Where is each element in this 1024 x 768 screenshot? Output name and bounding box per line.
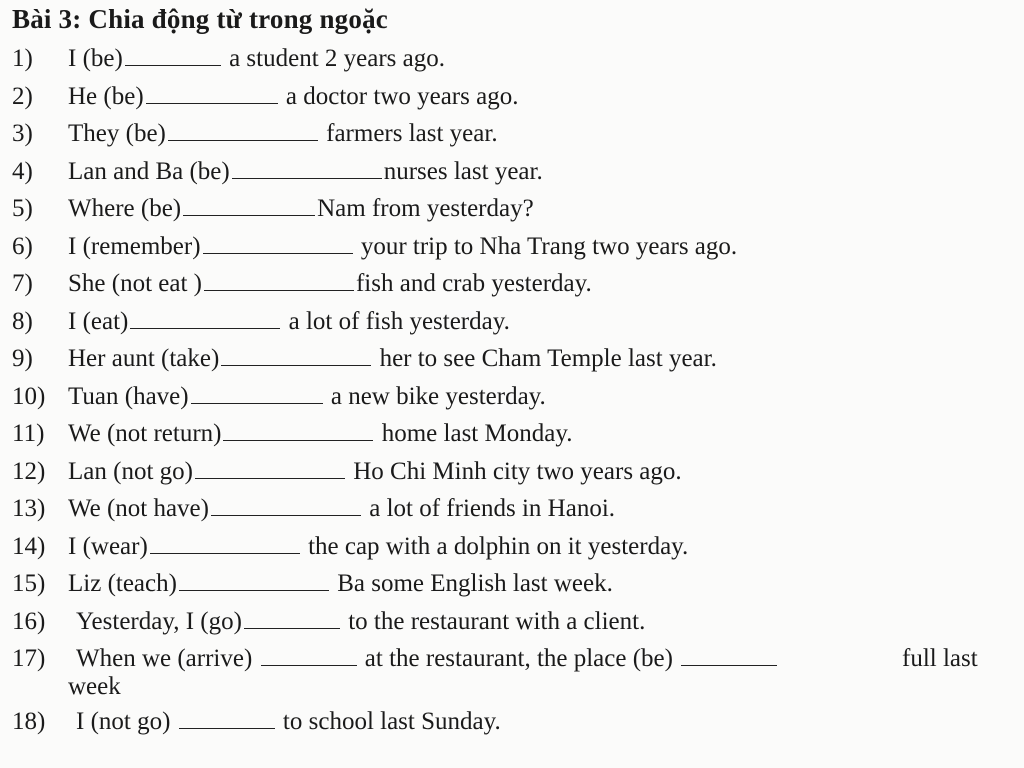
exercise-title: Bài 3: Chia động từ trong ngoặc	[12, 4, 388, 34]
item-number: 12)	[12, 457, 46, 485]
item-number: 6)	[12, 232, 33, 260]
answer-blank[interactable]	[244, 608, 340, 629]
answer-blank[interactable]	[223, 420, 373, 441]
item-rest: a new bike yesterday.	[330, 382, 546, 410]
item-rest: fish and crab yesterday.	[355, 270, 592, 297]
item-rest: Ba some English last week.	[337, 570, 613, 597]
exercise-item-17	[12, 644, 1012, 707]
exercise-item-18	[12, 707, 1012, 745]
item-rest: farmers last year.	[326, 120, 498, 147]
item-rest: home last Monday.	[381, 420, 573, 447]
item-rest: a lot of friends in Hanoi.	[369, 495, 616, 522]
exercise-item-6	[12, 232, 1012, 270]
item-prompt: She (not eat )	[68, 270, 202, 297]
item-prompt: Lan (not go)	[68, 457, 193, 485]
answer-blank[interactable]	[179, 570, 329, 591]
item-prompt: I (be)	[68, 45, 123, 72]
item-number: 8)	[12, 307, 33, 335]
item-continuation: week	[68, 673, 121, 700]
item-rest: your trip to Nha Trang two years ago.	[360, 232, 738, 260]
item-rest: Nam from yesterday?	[317, 195, 534, 222]
item-number: 2)	[12, 82, 33, 110]
item-prompt: Yesterday, I (go)	[76, 607, 242, 635]
item-rest: a student 2 years ago.	[229, 45, 445, 72]
item-number: 5)	[12, 195, 33, 222]
item-number: 16)	[12, 607, 46, 635]
exercise-item-5	[12, 194, 1012, 232]
item-prompt: I (remember)	[68, 232, 201, 260]
exercise-item-8	[12, 307, 1012, 345]
answer-blank[interactable]	[221, 345, 371, 366]
item-prompt: Tuan (have)	[68, 382, 189, 410]
item-number: 9)	[12, 345, 33, 372]
item-prompt: I (wear)	[68, 532, 148, 560]
exercise-item-16	[12, 607, 1012, 645]
item-number: 10)	[12, 382, 46, 410]
item-number: 3)	[12, 120, 33, 147]
item-number: 1)	[12, 45, 33, 72]
item-prompt: Her aunt (take)	[68, 345, 220, 372]
item-rest: to the restaurant with a client.	[348, 607, 646, 635]
item-prompt: I (eat)	[68, 307, 129, 335]
exercise-item-2	[12, 82, 1012, 120]
answer-blank[interactable]	[203, 233, 353, 254]
answer-blank[interactable]	[146, 83, 278, 104]
exercise-item-4	[12, 157, 1012, 195]
answer-blank[interactable]	[130, 308, 280, 329]
answer-blank[interactable]	[125, 45, 221, 66]
item-prompt: Where (be)	[68, 195, 182, 222]
answer-blank[interactable]	[179, 708, 275, 729]
answer-blank[interactable]	[168, 120, 318, 141]
item-number: 14)	[12, 532, 46, 560]
answer-blank[interactable]	[191, 383, 323, 404]
item-number: 11)	[12, 420, 45, 447]
item-rest: Ho Chi Minh city two years ago.	[353, 457, 682, 485]
answer-blank-second[interactable]	[681, 645, 777, 666]
answer-blank[interactable]	[232, 158, 382, 179]
item-number: 18)	[12, 708, 46, 735]
answer-blank[interactable]	[183, 195, 315, 216]
item-number: 13)	[12, 495, 46, 522]
exercise-item-12	[12, 457, 1012, 495]
item-prompt: When we (arrive)	[76, 645, 253, 672]
item-rest: nurses last year.	[383, 157, 543, 185]
item-prompt: I (not go)	[76, 708, 171, 735]
answer-blank[interactable]	[204, 270, 354, 291]
item-rest: to school last Sunday.	[282, 708, 501, 735]
answer-blank[interactable]	[211, 495, 361, 516]
item-middle: at the restaurant, the place (be)	[364, 645, 673, 672]
item-rest: a doctor two years ago.	[285, 82, 519, 110]
exercise-item-14	[12, 532, 1012, 570]
item-number: 17)	[12, 645, 46, 672]
item-rest: the cap with a dolphin on it yesterday.	[308, 532, 689, 560]
answer-blank[interactable]	[150, 533, 300, 554]
item-prompt: Liz (teach)	[68, 570, 177, 597]
item-number: 7)	[12, 270, 33, 297]
exercise-item-1	[12, 44, 1012, 82]
exercise-list	[12, 44, 1012, 745]
answer-blank[interactable]	[261, 645, 357, 666]
exercise-item-13	[12, 494, 1012, 532]
exercise-item-9	[12, 344, 1012, 382]
item-prompt: Lan and Ba (be)	[68, 157, 230, 185]
item-prompt: We (not return)	[68, 420, 222, 447]
exercise-item-11	[12, 419, 1012, 457]
item-prompt: We (not have)	[68, 495, 209, 522]
item-rest: a lot of fish yesterday.	[288, 307, 510, 335]
answer-blank[interactable]	[195, 458, 345, 479]
item-number: 4)	[12, 157, 33, 185]
exercise-item-15	[12, 569, 1012, 607]
item-rest: her to see Cham Temple last year.	[379, 345, 717, 372]
item-number: 15)	[12, 570, 46, 597]
exercise-item-10	[12, 382, 1012, 420]
item-rest: full last	[902, 645, 978, 672]
item-prompt: He (be)	[68, 82, 144, 110]
exercise-item-7	[12, 269, 1012, 307]
exercise-item-3	[12, 119, 1012, 157]
item-prompt: They (be)	[68, 120, 166, 147]
